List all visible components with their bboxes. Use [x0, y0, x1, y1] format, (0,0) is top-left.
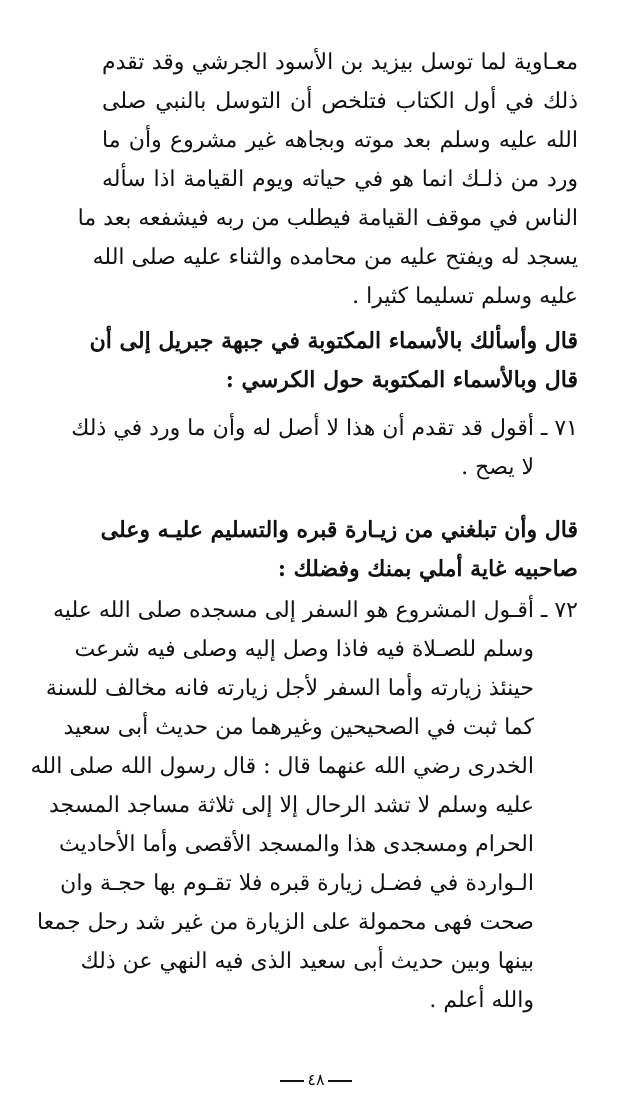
- text-line: ذلك في أول الكتاب فتلخص أن التوسل بالنبي صلى: [102, 89, 578, 114]
- text-line: لا يصح .: [461, 455, 534, 480]
- item-number: ٧١ ـ: [540, 416, 578, 441]
- text-line: أقـول المشروع هو السفر إلى مسجده صلى الله عليه: [53, 598, 534, 623]
- page-number: ٤٨: [307, 1070, 325, 1089]
- text-line: حينئذ زيارته وأما السفر لأجل زيارته فانه مخالف للسنة: [45, 676, 534, 701]
- text-line: عليه وسلم تسليما كثيرا .: [352, 284, 578, 309]
- text-line: وسلم للصـلاة فيه فاذا وصل إليه وصلى فيه شرعت: [74, 637, 534, 662]
- text-line: ورد من ذلـك انما هو في حياته ويوم القيامة اذا سأله: [102, 167, 578, 192]
- text-line: بينها وبين حديث أبى سعيد الذى فيه النهي عن ذلك: [80, 949, 534, 974]
- text-line: الخدرى رضي الله عنهما قال : قال رسول الله صلى الله: [30, 754, 534, 779]
- text-line: أقول قد تقدم أن هذا لا أصل له وأن ما ورد في ذلك: [71, 416, 534, 441]
- text-line: الناس في موقف القيامة فيطلب من ربه فيشفعه بعد ما: [77, 206, 578, 231]
- text-line: معـاوية لما توسل بيزيد بن الأسود الجرشي وقد تقدم: [102, 50, 578, 75]
- text-line: الله عليه وسلم بعد موته وبجاهه غير مشروع وأن ما: [102, 128, 578, 153]
- text-line: صحت فهى محمولة على الزيارة من غير شد رحل جمعا: [37, 910, 534, 935]
- footer-dash-right: [328, 1080, 352, 1082]
- text-line: والله أعلم .: [429, 988, 534, 1013]
- text-line: يسجد له ويفتح عليه من محامده والثناء عليه صلى الله: [92, 245, 578, 270]
- footer-dash-left: [280, 1080, 304, 1082]
- page-footer: [0, 1066, 632, 1094]
- text-line: قال وأن تبلغني من زيـارة قبره والتسليم عليـه وعلى: [100, 517, 578, 543]
- text-line: عليه وسلم لا تشد الرحال إلا إلى ثلاثة مساجد المسجد: [49, 793, 534, 818]
- text-line: صاحبيه غاية أملي بمنك وفضلك :: [277, 556, 578, 582]
- text-line: الحرام ومسجدى هذا والمسجد الأقصى وأما الأحاديث: [59, 832, 534, 857]
- item-number: ٧٢ ـ: [540, 598, 578, 623]
- text-line: قال وأسألك بالأسماء المكتوبة في جبهة جبريل إلى أن: [89, 328, 578, 354]
- text-line: الـواردة في فضـل زيارة قبره فلا تقـوم بها حجـة وان: [60, 871, 534, 896]
- text-line: قال وبالأسماء المكتوبة حول الكرسي :: [225, 367, 578, 393]
- text-line: كما ثبت في الصحيحين وغيرهما من حديث أبى سعيد: [63, 715, 534, 740]
